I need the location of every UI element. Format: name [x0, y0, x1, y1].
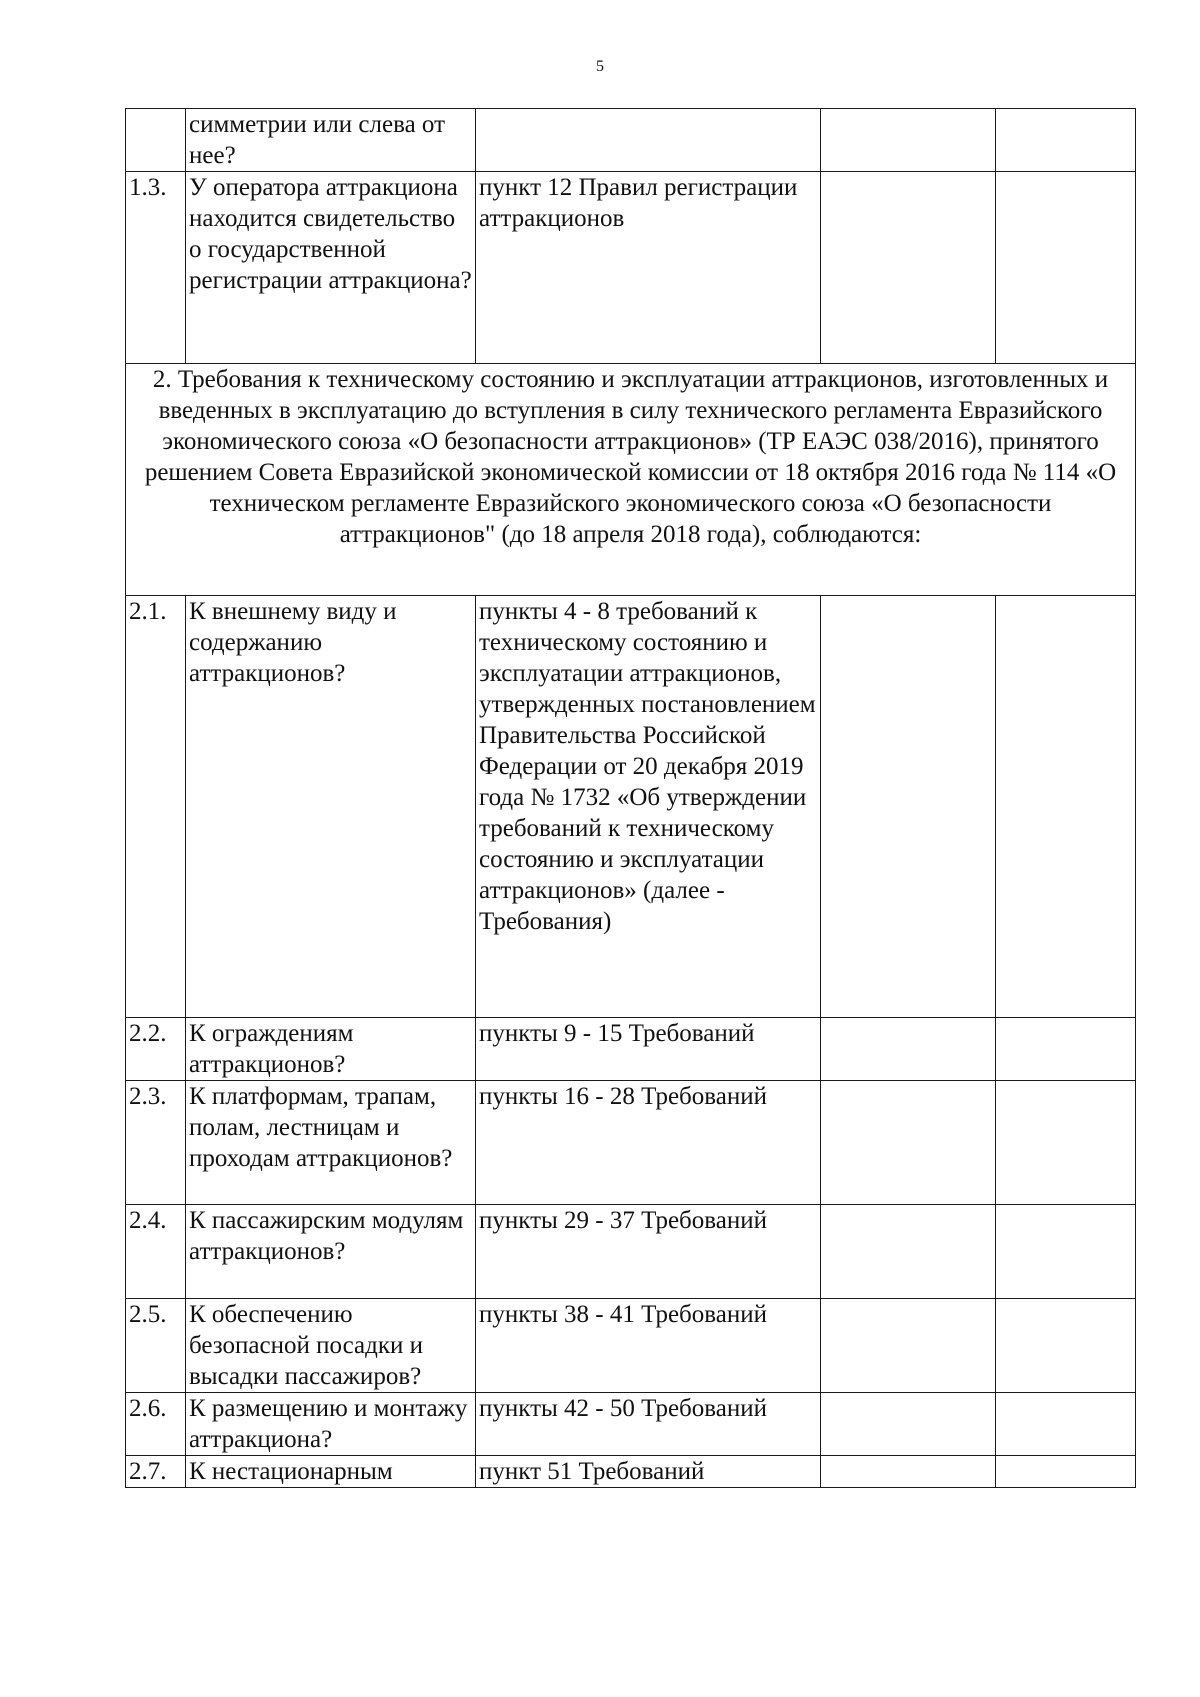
row-number: [126, 109, 186, 172]
answer-cell[interactable]: [821, 1205, 996, 1299]
answer-cell[interactable]: [821, 172, 996, 364]
answer-cell[interactable]: [821, 1081, 996, 1205]
note-cell[interactable]: [996, 1299, 1136, 1393]
question-cell: К ограждениям аттракционов?: [186, 1018, 476, 1081]
note-cell[interactable]: [996, 1393, 1136, 1456]
answer-cell[interactable]: [821, 1018, 996, 1081]
note-cell[interactable]: [996, 109, 1136, 172]
question-cell: К обеспечению безопасной посадки и высадки пассажиров?: [186, 1299, 476, 1393]
table-row: [126, 596, 1136, 1018]
row-number: 2.6.: [126, 1393, 186, 1456]
reference-cell: пункты 42 - 50 Требований: [476, 1393, 821, 1456]
question-cell: К пассажирским модулям аттракционов?: [186, 1205, 476, 1299]
answer-cell[interactable]: [821, 1393, 996, 1456]
table-row: [126, 1081, 1136, 1205]
note-cell[interactable]: [996, 172, 1136, 364]
note-cell[interactable]: [996, 596, 1136, 1018]
question-cell: К платформам, трапам, полам, лестницам и проходам аттракционов?: [186, 1081, 476, 1205]
question-cell: К внешнему виду и содержанию аттракционов?: [186, 596, 476, 1018]
question-cell: У оператора аттракциона находится свидетельство о государственной регистрации аттракциона?: [186, 172, 476, 364]
table-row: [126, 1299, 1136, 1393]
row-number: 2.7.: [126, 1456, 186, 1488]
answer-cell[interactable]: [821, 1456, 996, 1488]
row-number: 2.4.: [126, 1205, 186, 1299]
note-cell[interactable]: [996, 1018, 1136, 1081]
table-row: [126, 172, 1136, 364]
table-row: [126, 1018, 1136, 1081]
reference-cell: пункт 51 Требований: [476, 1456, 821, 1488]
note-cell[interactable]: [996, 1205, 1136, 1299]
page-number: 5: [596, 58, 604, 75]
note-cell[interactable]: [996, 1081, 1136, 1205]
row-number: 1.3.: [126, 172, 186, 364]
section-heading-row: [126, 364, 1136, 596]
reference-cell: пункты 16 - 28 Требований: [476, 1081, 821, 1205]
question-cell: К нестационарным: [186, 1456, 476, 1488]
reference-cell: [476, 109, 821, 172]
reference-cell: пункты 38 - 41 Требований: [476, 1299, 821, 1393]
row-number: 2.2.: [126, 1018, 186, 1081]
question-cell: симметрии или слева от нее?: [186, 109, 476, 172]
checklist-table: [125, 108, 1136, 1488]
reference-cell: пункты 4 - 8 требований к техническому состоянию и эксплуатации аттракционов, утвержденных постановлением Правительства Российской Федерации от 20 декабря 2019 года № 1732 «Об утверждении требований к техническому состоянию и эксплуатации аттракционов» (далее - Требования): [476, 596, 821, 1018]
note-cell[interactable]: [996, 1456, 1136, 1488]
question-cell: К размещению и монтажу аттракциона?: [186, 1393, 476, 1456]
answer-cell[interactable]: [821, 109, 996, 172]
reference-cell: пункт 12 Правил регистрации аттракционов: [476, 172, 821, 364]
table-row: [126, 1205, 1136, 1299]
table-row: [126, 1456, 1136, 1488]
table-row: [126, 1393, 1136, 1456]
row-number: 2.1.: [126, 596, 186, 1018]
reference-cell: пункты 29 - 37 Требований: [476, 1205, 821, 1299]
table-row: [126, 109, 1136, 172]
row-number: 2.5.: [126, 1299, 186, 1393]
answer-cell[interactable]: [821, 1299, 996, 1393]
answer-cell[interactable]: [821, 596, 996, 1018]
row-number: 2.3.: [126, 1081, 186, 1205]
reference-cell: пункты 9 - 15 Требований: [476, 1018, 821, 1081]
section-heading: 2. Требования к техническому состоянию и эксплуатации аттракционов, изготовленных и введенных в эксплуатацию до вступления в силу технического регламента Евразийского экономического союза «О безопасности аттракционов» (ТР ЕАЭС 038/2016), принятого решением Совета Евразийской экономической комиссии от 18 октября 2016 года № 114 «О техническом регламенте Евразийского экономического союза «О безопасности аттракционов" (до 18 апреля 2018 года), соблюдаются:: [126, 364, 1136, 596]
